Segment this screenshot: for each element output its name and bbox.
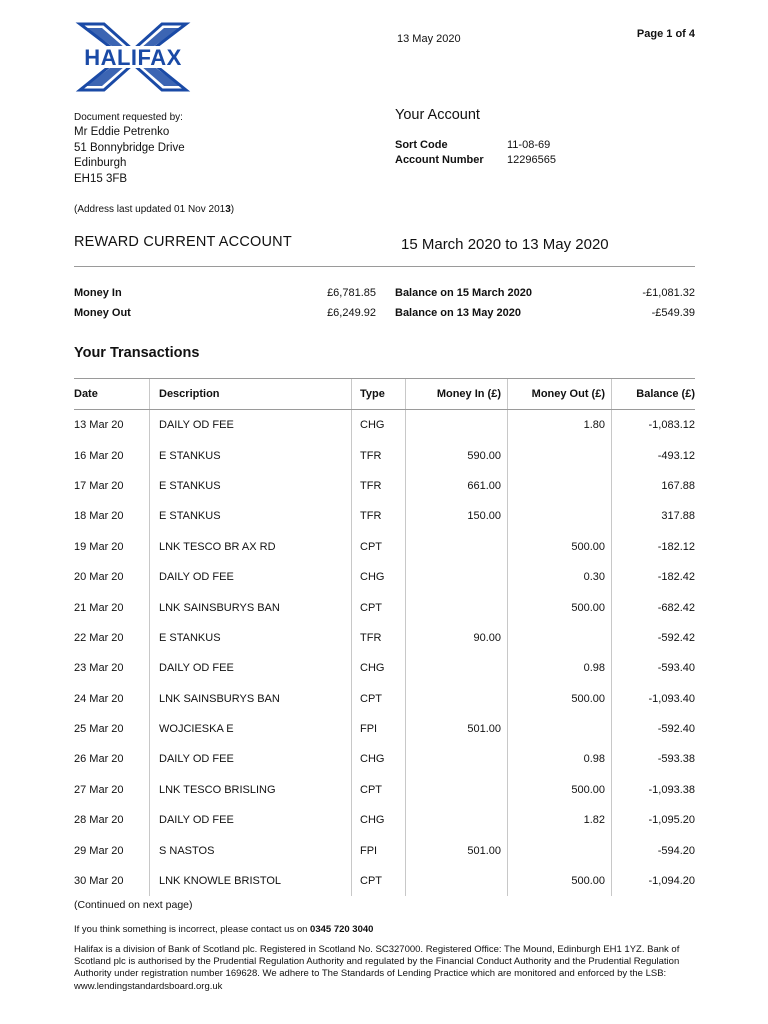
txn-date: 28 Mar 20 [74,814,124,827]
table-row [74,866,695,896]
txn-type: CHG [352,410,406,441]
opening-balance-value: -£1,081.32 [642,287,695,299]
txn-date: 16 Mar 20 [74,449,124,462]
txn-description: S NASTOS [150,835,352,865]
txn-money-out: 1.80 [508,410,612,441]
closing-balance-value: -£549.39 [651,307,695,319]
txn-money-out: 500.00 [508,592,612,622]
money-out-value: £6,249.92 [327,307,376,319]
transactions-heading: Your Transactions [74,345,200,361]
col-balance: Balance (£) [612,379,696,410]
legal-text: Halifax is a division of Bank of Scotland plc. Registered in Scotland No. SC327000. Registered Office: The Mound, Edinburgh EH1 1YZ. Bank of Scotland plc is authorised by the Prudential Regulation Authority and regulated by the Financial Conduct Authority and the Prudential Regulation Authority under registration number 169628. We adhere to The Standards of Lending Practice which are monitored and enforced by the LSB: www.lendingstandardsboard.org.uk [74,944,680,992]
svg-text:HALIFAX: HALIFAX [84,45,182,70]
address-postcode: EH15 3FB [74,172,128,185]
txn-date: 25 Mar 20 [74,723,124,736]
table-row [74,684,695,714]
txn-description: WOJCIESKA E [150,714,352,744]
txn-type: FPI [352,835,406,865]
continued-note: (Continued on next page) [74,899,193,911]
sort-code-label: Sort Code [395,139,448,151]
txn-type: CPT [352,592,406,622]
divider [74,266,695,267]
txn-description: E STANKUS [150,501,352,531]
txn-type: CPT [352,684,406,714]
txn-description: LNK TESCO BRISLING [150,775,352,805]
txn-money-in [406,653,508,683]
txn-money-in: 150.00 [406,501,508,531]
txn-date: 18 Mar 20 [74,510,124,523]
txn-money-out [508,471,612,501]
account-number-label: Account Number [395,154,484,166]
txn-money-out: 0.30 [508,562,612,592]
transactions-table-wrap [74,378,695,896]
txn-type: CPT [352,532,406,562]
table-header-row [74,379,695,410]
txn-type: CHG [352,805,406,835]
txn-description: DAILY OD FEE [150,744,352,774]
txn-type: FPI [352,714,406,744]
txn-balance: -182.42 [612,562,696,592]
table-row [74,623,695,653]
txn-balance: 317.88 [612,501,696,531]
txn-money-out [508,835,612,865]
txn-balance: -1,093.40 [612,684,696,714]
txn-money-in [406,775,508,805]
txn-money-in [406,410,508,441]
money-in-value: £6,781.85 [327,287,376,299]
contact-line: If you think something is incorrect, please contact us on 0345 720 3040 [74,924,374,935]
page-number: Page 1 of 4 [636,28,695,40]
money-out-label: Money Out [74,307,131,319]
statement-period: 15 March 2020 to 13 May 2020 [401,236,609,253]
txn-type: CHG [352,744,406,774]
txn-type: CPT [352,775,406,805]
transactions-table [74,378,695,896]
account-type: REWARD CURRENT ACCOUNT [74,234,292,250]
txn-date: 24 Mar 20 [74,692,124,705]
txn-date: 13 Mar 20 [74,419,124,432]
col-description: Description [150,379,352,410]
statement-date: 13 May 2020 [397,33,461,45]
txn-date: 27 Mar 20 [74,783,124,796]
txn-balance: -593.38 [612,744,696,774]
opening-balance-label: Balance on 15 March 2020 [395,287,532,299]
txn-money-in: 661.00 [406,471,508,501]
txn-money-out: 500.00 [508,684,612,714]
table-row [74,775,695,805]
txn-description: LNK KNOWLE BRISTOL [150,866,352,896]
txn-type: CPT [352,866,406,896]
txn-money-out: 500.00 [508,866,612,896]
txn-balance: -1,095.20 [612,805,696,835]
txn-type: TFR [352,501,406,531]
txn-date: 22 Mar 20 [74,631,124,644]
txn-date: 29 Mar 20 [74,844,124,857]
address-note: (Address last updated 01 Nov 2013) [74,204,235,215]
txn-money-in [406,592,508,622]
txn-money-out: 500.00 [508,775,612,805]
txn-balance: -182.12 [612,532,696,562]
txn-money-in [406,805,508,835]
txn-money-in: 90.00 [406,623,508,653]
txn-balance: -594.20 [612,835,696,865]
txn-money-in [406,532,508,562]
table-row [74,532,695,562]
txn-description: LNK TESCO BR AX RD [150,532,352,562]
txn-balance: -1,094.20 [612,866,696,896]
txn-money-out [508,501,612,531]
col-type: Type [352,379,406,410]
txn-money-out: 0.98 [508,744,612,774]
customer-address [74,125,185,187]
txn-date: 20 Mar 20 [74,571,124,584]
address-line-1: 51 Bonnybridge Drive [74,141,185,154]
table-row [74,744,695,774]
txn-money-in [406,684,508,714]
txn-balance: -1,093.38 [612,775,696,805]
txn-description: DAILY OD FEE [150,410,352,441]
contact-phone: 0345 720 3040 [310,924,374,935]
table-row [74,805,695,835]
txn-money-in: 501.00 [406,714,508,744]
txn-date: 17 Mar 20 [74,479,124,492]
table-row [74,592,695,622]
table-row [74,653,695,683]
txn-money-out: 500.00 [508,532,612,562]
txn-balance: 167.88 [612,471,696,501]
txn-money-in [406,744,508,774]
sort-code-value: 11-08-69 [507,139,551,151]
txn-money-in: 501.00 [406,835,508,865]
txn-description: DAILY OD FEE [150,562,352,592]
txn-description: E STANKUS [150,623,352,653]
customer-name: Mr Eddie Petrenko [74,126,170,138]
txn-type: TFR [352,623,406,653]
txn-money-in: 590.00 [406,440,508,470]
account-number-value: 12296565 [507,154,556,166]
address-line-2: Edinburgh [74,157,127,169]
txn-balance: -1,083.12 [612,410,696,441]
txn-money-out [508,714,612,744]
txn-money-in [406,866,508,896]
txn-money-out [508,623,612,653]
txn-type: CHG [352,562,406,592]
money-in-label: Money In [74,287,122,299]
txn-balance: -592.42 [612,623,696,653]
txn-date: 21 Mar 20 [74,601,124,614]
txn-date: 30 Mar 20 [74,875,124,888]
txn-money-out [508,440,612,470]
your-account-heading: Your Account [395,107,480,123]
txn-type: TFR [352,440,406,470]
txn-date: 23 Mar 20 [74,662,124,675]
txn-balance: -592.40 [612,714,696,744]
closing-balance-label: Balance on 13 May 2020 [395,307,521,319]
txn-description: LNK SAINSBURYS BAN [150,592,352,622]
txn-balance: -593.40 [612,653,696,683]
txn-description: DAILY OD FEE [150,653,352,683]
table-row [74,501,695,531]
txn-money-out: 0.98 [508,653,612,683]
table-row [74,410,695,441]
txn-description: E STANKUS [150,471,352,501]
table-row [74,835,695,865]
txn-balance: -682.42 [612,592,696,622]
table-row [74,471,695,501]
txn-date: 26 Mar 20 [74,753,124,766]
halifax-logo [72,22,194,92]
txn-type: CHG [352,653,406,683]
txn-description: LNK SAINSBURYS BAN [150,684,352,714]
txn-date: 19 Mar 20 [74,540,124,553]
table-row [74,562,695,592]
col-money-out: Money Out (£) [508,379,612,410]
requested-by-label: Document requested by: [74,112,183,123]
txn-type: TFR [352,471,406,501]
txn-description: DAILY OD FEE [150,805,352,835]
table-row [74,714,695,744]
txn-money-out: 1.82 [508,805,612,835]
txn-description: E STANKUS [150,440,352,470]
col-money-in: Money In (£) [406,379,508,410]
col-date: Date [74,379,150,410]
table-row [74,440,695,470]
account-details [395,138,556,168]
txn-money-in [406,562,508,592]
txn-balance: -493.12 [612,440,696,470]
